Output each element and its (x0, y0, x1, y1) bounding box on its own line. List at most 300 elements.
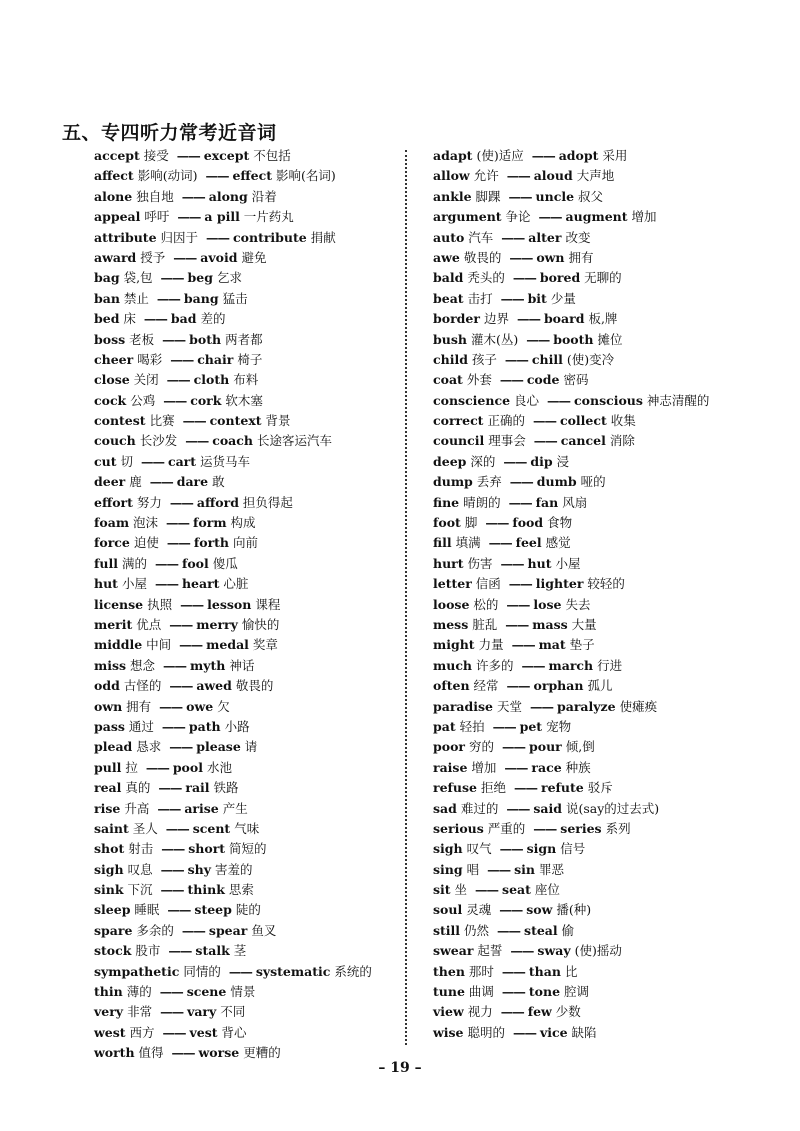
word-english: own (94, 698, 123, 714)
word-english: feel (515, 535, 542, 551)
word-english: lesson (207, 596, 252, 612)
word-chinese: 秃头的 (467, 270, 505, 286)
word-chinese: 课程 (255, 596, 281, 612)
word-english: argument (433, 209, 502, 225)
word-chinese: 气味 (234, 820, 260, 836)
word-chinese: 床 (123, 311, 136, 327)
word-pair-row (94, 493, 394, 513)
word-chinese: 心脏 (223, 576, 249, 592)
word-english: sit (433, 882, 451, 898)
word-english: very (94, 1004, 124, 1020)
word-pair-row (94, 268, 394, 288)
word-pair-row (94, 248, 394, 268)
word-pair-row (94, 166, 394, 186)
word-pair-row (433, 268, 753, 288)
word-pair-row (94, 656, 394, 676)
pair-dash: —— (487, 861, 511, 877)
word-chinese: 那时 (468, 963, 494, 979)
word-english: beat (433, 290, 464, 306)
word-english: letter (433, 576, 472, 592)
word-chinese: 值得 (138, 1045, 164, 1061)
word-chinese: 风扇 (562, 494, 588, 510)
word-english: raise (433, 759, 468, 775)
pair-dash: —— (165, 820, 189, 836)
word-chinese: 独自地 (136, 188, 174, 204)
word-pair-row (94, 982, 394, 1002)
word-english: alter (528, 229, 562, 245)
word-chinese: 允许 (473, 168, 499, 184)
word-chinese: 宠物 (546, 718, 572, 734)
word-pair-row (94, 595, 394, 615)
word-chinese: 真的 (125, 780, 151, 796)
word-english: steep (194, 902, 232, 918)
word-chinese: 失去 (565, 596, 591, 612)
word-chinese: 射击 (128, 841, 154, 857)
word-english: attribute (94, 229, 157, 245)
word-chinese: 外套 (466, 372, 492, 388)
word-pair-row (433, 248, 753, 268)
pair-dash: —— (169, 678, 193, 694)
word-chinese: 增加 (471, 759, 497, 775)
word-english: allow (433, 168, 470, 184)
word-chinese: 同情的 (183, 963, 221, 979)
word-english: appeal (94, 209, 141, 225)
word-chinese: 无聊的 (584, 270, 622, 286)
word-english: think (187, 882, 225, 898)
word-chinese: 老板 (129, 331, 155, 347)
word-english: paralyze (557, 698, 616, 714)
pair-dash: —— (149, 474, 173, 490)
word-english: heart (181, 576, 220, 592)
word-english: owe (186, 698, 214, 714)
word-english: council (433, 433, 485, 449)
pair-dash: —— (492, 718, 516, 734)
word-english: stalk (195, 943, 230, 959)
word-english: arise (184, 800, 219, 816)
word-english: steal (524, 922, 558, 938)
word-english: sympathetic (94, 963, 180, 979)
word-chinese: 拉 (125, 759, 138, 775)
word-chinese: 公鸡 (130, 392, 156, 408)
pair-dash: —— (170, 351, 194, 367)
word-chinese: 大声地 (576, 168, 615, 184)
word-chinese: 良心 (514, 392, 540, 408)
word-pair-row (94, 717, 394, 737)
pair-dash: —— (145, 759, 169, 775)
word-english: alone (94, 188, 133, 204)
pair-dash: —— (533, 820, 557, 836)
word-english: deep (433, 453, 467, 469)
word-chinese: 向前 (233, 535, 259, 551)
word-chinese: 产生 (222, 800, 248, 816)
pair-dash: —— (506, 168, 530, 184)
word-english: along (208, 188, 248, 204)
word-english: soul (433, 902, 463, 918)
word-pair-row (94, 574, 394, 594)
word-english: awe (433, 249, 460, 265)
word-english: fool (181, 555, 209, 571)
pair-dash: —— (501, 963, 525, 979)
word-pair-row (433, 452, 753, 472)
pair-dash: —— (533, 433, 557, 449)
word-chinese: 视力 (467, 1004, 493, 1020)
word-chinese: 松的 (473, 596, 499, 612)
word-chinese: 罪恶 (538, 861, 564, 877)
word-english: saint (94, 820, 129, 836)
word-chinese: 信函 (475, 576, 501, 592)
word-chinese: 轻拍 (459, 718, 485, 734)
word-chinese: 晴朗的 (463, 494, 501, 510)
word-english: west (94, 1024, 126, 1040)
word-english: orphan (533, 678, 584, 694)
word-chinese: 击打 (467, 290, 493, 306)
pair-dash: —— (512, 270, 536, 286)
word-pair-row (433, 819, 753, 839)
word-pair-row (94, 187, 394, 207)
word-chinese: 中间 (146, 637, 172, 653)
word-chinese: 深的 (470, 453, 496, 469)
word-pair-row (433, 982, 753, 1002)
word-chinese: 穷的 (469, 739, 495, 755)
word-english: full (94, 555, 118, 571)
word-english: bang (183, 290, 219, 306)
word-pair-row (433, 615, 753, 635)
word-pair-row (433, 309, 753, 329)
pair-dash: —— (508, 576, 532, 592)
word-english: board (543, 311, 585, 327)
word-chinese: 思索 (228, 882, 254, 898)
word-chinese: 浸 (556, 453, 570, 469)
word-english: stock (94, 943, 132, 959)
word-english: loose (433, 596, 470, 612)
word-pair-row (94, 1002, 394, 1022)
word-chinese: 更糟的 (243, 1045, 281, 1061)
word-chinese: 曲调 (468, 984, 494, 1000)
pair-dash: —— (530, 698, 553, 714)
word-chinese: 构成 (230, 515, 256, 531)
word-english: code (526, 372, 560, 388)
word-chinese: 切 (120, 453, 133, 469)
word-english: license (94, 596, 144, 612)
word-pair-row (433, 656, 753, 676)
word-english: foot (433, 515, 461, 531)
word-english: awed (196, 678, 232, 694)
word-chinese: 食物 (547, 515, 573, 531)
word-pair-row (433, 839, 753, 859)
word-chinese: 不同 (220, 1004, 246, 1020)
word-chinese: 大量 (571, 616, 597, 632)
word-pair-row (433, 350, 753, 370)
word-english: vary (187, 1004, 217, 1020)
word-pair-row (433, 513, 753, 533)
word-english: said (533, 800, 563, 816)
word-english: middle (94, 637, 143, 653)
word-chinese: 努力 (136, 494, 162, 510)
word-english: seat (502, 882, 531, 898)
word-chinese: 运货马车 (200, 453, 251, 469)
pair-dash: —— (488, 535, 512, 551)
word-chinese: 多余的 (136, 922, 174, 938)
word-chinese: 沿着 (251, 188, 277, 204)
word-english: scene (186, 984, 227, 1000)
word-chinese: 小屋 (121, 576, 147, 592)
word-pair-row (94, 880, 394, 900)
word-chinese: 仍然 (464, 922, 490, 938)
word-pair-row (94, 533, 394, 553)
word-chinese: 倾,倒 (565, 739, 595, 755)
pair-dash: —— (167, 902, 191, 918)
word-pair-row (433, 411, 753, 431)
word-pair-row (433, 330, 753, 350)
word-chinese: 争论 (505, 209, 531, 225)
pair-dash: —— (497, 922, 521, 938)
pair-dash: —— (159, 984, 183, 1000)
word-chinese: 增加 (631, 209, 657, 225)
pair-dash: —— (510, 943, 534, 959)
word-chinese: 喝彩 (137, 351, 163, 367)
pair-dash: —— (501, 229, 525, 245)
word-english: worse (198, 1045, 240, 1061)
word-english: effort (94, 494, 133, 510)
word-chinese: 使瘫痪 (619, 698, 658, 714)
word-english: dip (530, 453, 553, 469)
word-english: medal (206, 637, 249, 653)
word-chinese: 执照 (147, 596, 173, 612)
word-english: refute (540, 780, 584, 796)
pair-dash: —— (156, 290, 180, 306)
word-chinese: 欠 (217, 698, 230, 714)
word-english: mat (538, 637, 566, 653)
pair-dash: —— (160, 861, 184, 877)
pair-dash: —— (506, 596, 530, 612)
word-chinese: 坐 (454, 882, 468, 898)
word-pair-row (433, 799, 753, 819)
word-english: refuse (433, 780, 477, 796)
word-chinese: 说(say的过去式) (566, 800, 660, 816)
word-chinese: 关闭 (133, 372, 159, 388)
word-chinese: 理事会 (488, 433, 526, 449)
word-chinese: (使)变冷 (566, 351, 615, 367)
pair-dash: —— (140, 453, 164, 469)
word-pair-row (94, 921, 394, 941)
word-chinese: 聪明的 (467, 1024, 505, 1040)
word-english: march (548, 657, 594, 673)
word-chinese: 唱 (466, 861, 480, 877)
word-chinese: 汽车 (468, 229, 494, 245)
word-pair-row (433, 228, 753, 248)
pair-dash: —— (502, 739, 525, 755)
word-english: border (433, 311, 480, 327)
word-list-left (94, 146, 394, 1064)
word-chinese: 猛击 (222, 290, 248, 306)
word-english: collect (559, 413, 607, 429)
word-english: conscience (433, 392, 511, 408)
pair-dash: —— (499, 902, 523, 918)
word-pair-row (433, 166, 753, 186)
pair-dash: —— (503, 453, 527, 469)
pair-dash: —— (177, 209, 201, 225)
pair-dash: —— (166, 372, 190, 388)
word-english: uncle (535, 188, 575, 204)
word-chinese: 西方 (129, 1024, 155, 1040)
word-english: spare (94, 922, 133, 938)
word-pair-row (433, 1023, 753, 1043)
word-chinese: 系统的 (334, 963, 372, 979)
word-chinese: 拒绝 (480, 780, 506, 796)
word-english: than (528, 963, 561, 979)
word-chinese: 少量 (550, 290, 576, 306)
word-english: merry (196, 616, 238, 632)
word-chinese: 升高 (124, 800, 150, 816)
pair-dash: —— (181, 922, 205, 938)
word-chinese: 敬畏的 (463, 249, 502, 265)
pair-dash: —— (500, 1004, 524, 1020)
word-chinese: 消除 (609, 433, 635, 449)
word-english: sleep (94, 902, 131, 918)
word-english: auto (433, 229, 465, 245)
word-english: real (94, 780, 122, 796)
word-chinese: 影响(动词) (137, 168, 198, 184)
word-pair-row (433, 941, 753, 961)
word-chinese: 一片药丸 (243, 209, 294, 225)
word-english: accept (94, 148, 140, 163)
pair-dash: —— (526, 331, 550, 347)
word-english: dare (176, 474, 209, 490)
word-english: sway (537, 943, 571, 959)
word-pair-row (433, 146, 753, 166)
word-chinese: 茎 (233, 943, 247, 959)
word-english: correct (433, 413, 484, 429)
word-english: lose (533, 596, 562, 612)
word-chinese: 泡沫 (133, 515, 159, 531)
word-chinese: 捐献 (310, 229, 336, 245)
word-chinese: 愉快的 (241, 616, 280, 632)
word-english: adopt (558, 148, 599, 163)
word-pair-row (94, 819, 394, 839)
word-pair-row (433, 207, 753, 227)
word-chinese: 丢弃 (476, 474, 502, 490)
word-english: shy (187, 861, 211, 877)
word-english: thin (94, 984, 123, 1000)
word-chinese: 垫子 (569, 637, 595, 653)
word-english: close (94, 372, 130, 388)
pair-dash: —— (162, 331, 186, 347)
word-chinese: 天堂 (497, 698, 523, 714)
word-chinese: 摊位 (597, 331, 623, 347)
word-chinese: 古怪的 (123, 678, 162, 694)
pair-dash: —— (531, 148, 555, 163)
word-chinese: 请 (244, 739, 258, 755)
word-english: scent (192, 820, 231, 836)
word-english: hut (94, 576, 118, 592)
word-chinese: 小屋 (555, 555, 581, 571)
pair-dash: —— (158, 780, 182, 796)
word-pair-row (94, 860, 394, 880)
word-pair-row (94, 513, 394, 533)
word-chinese: 禁止 (123, 290, 149, 306)
word-chinese: 背心 (221, 1024, 247, 1040)
word-chinese: 影响(名词) (275, 168, 336, 184)
word-english: bit (527, 290, 547, 306)
word-pair-row (433, 717, 753, 737)
word-english: boss (94, 331, 126, 347)
word-chinese: 避免 (241, 249, 267, 265)
word-chinese: 迫使 (133, 535, 159, 551)
word-english: cock (94, 392, 127, 408)
word-english: adapt (433, 148, 473, 163)
pair-dash: —— (508, 188, 532, 204)
word-pair-row (94, 615, 394, 635)
word-english: fill (433, 535, 452, 551)
pair-dash: —— (521, 657, 545, 673)
word-chinese: 力量 (478, 637, 504, 653)
word-english: sigh (94, 861, 124, 877)
word-pair-row (433, 574, 753, 594)
word-english: mass (532, 616, 568, 632)
word-chinese: 长途客运汽车 (256, 433, 332, 449)
word-chinese: 乞求 (216, 270, 242, 286)
word-pair-row (433, 737, 753, 757)
word-pair-row (433, 289, 753, 309)
word-pair-row (94, 778, 394, 798)
word-pair-row (94, 228, 394, 248)
pair-dash: —— (500, 290, 524, 306)
pair-dash: —— (505, 616, 529, 632)
word-pair-row (94, 431, 394, 451)
word-english: fine (433, 494, 460, 510)
pair-dash: —— (161, 841, 185, 857)
pair-dash: —— (508, 494, 532, 510)
word-chinese: 薄的 (126, 984, 152, 1000)
word-pair-row (433, 860, 753, 880)
pair-dash: —— (180, 596, 204, 612)
word-english: bag (94, 270, 120, 286)
pair-dash: —— (171, 1045, 195, 1061)
word-english: aloud (533, 168, 573, 184)
word-english: bald (433, 270, 464, 286)
word-english: systematic (255, 963, 331, 979)
word-pair-row (94, 289, 394, 309)
word-english: sin (514, 861, 535, 877)
word-english: sink (94, 882, 124, 898)
word-pair-row (94, 207, 394, 227)
word-chinese: 边界 (483, 311, 509, 327)
pair-dash: —— (166, 535, 190, 551)
word-english: please (196, 739, 241, 755)
word-chinese: 股市 (135, 943, 161, 959)
word-english: augment (565, 209, 628, 225)
word-english: own (536, 249, 565, 265)
word-chinese: 优点 (136, 616, 162, 632)
word-chinese: 叹息 (127, 861, 153, 877)
word-chinese: 授予 (140, 249, 166, 265)
pair-dash: —— (154, 576, 178, 592)
word-english: spear (208, 922, 248, 938)
word-english: rise (94, 800, 121, 816)
pair-dash: —— (501, 984, 525, 1000)
word-english: sign (526, 841, 557, 857)
pair-dash: —— (485, 515, 509, 531)
word-pair-row (94, 452, 394, 472)
word-english: tone (528, 984, 561, 1000)
word-english: cancel (560, 433, 606, 449)
word-english: booth (553, 331, 594, 347)
word-pair-row (94, 146, 394, 166)
word-english: sigh (433, 841, 463, 857)
word-english: lighter (535, 576, 584, 592)
word-pair-row (94, 472, 394, 492)
word-pair-row (433, 697, 753, 717)
